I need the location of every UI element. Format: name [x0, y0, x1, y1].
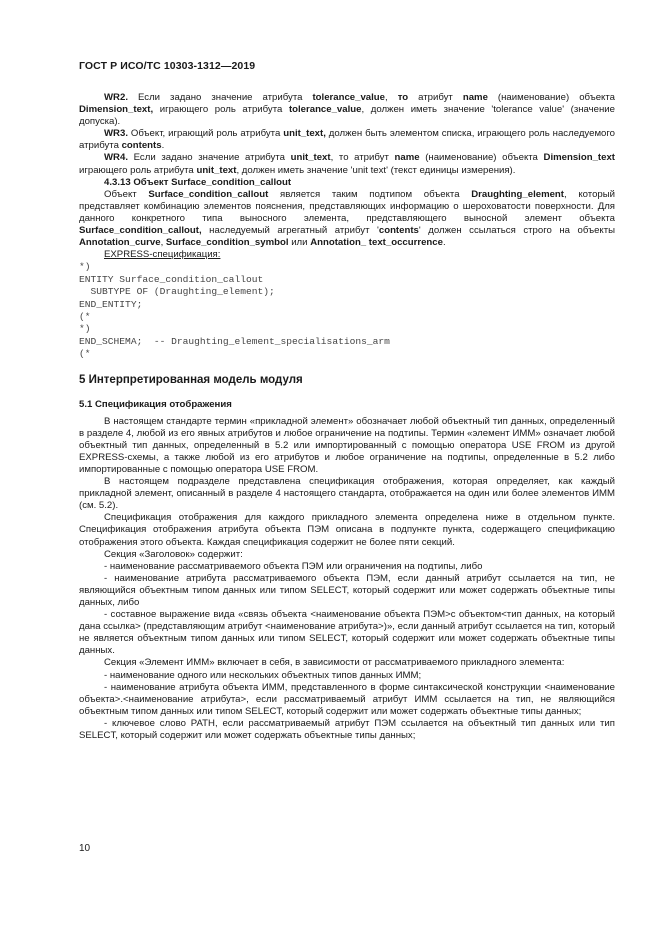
list-item: - наименование атрибута рассматриваемого объекта ПЭМ, если данный атрибут ссылается на тип, не являющийся объектным типом данных или типом SELECT, который содержит или может содержать объектные типы данных, либо — [79, 572, 615, 608]
express-spec-label: EXPRESS-спецификация: — [104, 249, 221, 261]
page-number: 10 — [79, 843, 91, 854]
list-item: - составное выражение вида «связь объекта <наименование объекта ПЭМ>с объектом<тип данных, на который дана ссылка> (представляющим атрибут <наименование атрибута>)», если данный атрибут ссылается на тип, который не является объектным типом данных или типом SELECT, который содержит или может содержать объектные типы данных. — [79, 609, 615, 657]
document-header: ГОСТ Р ИСО/ТС 10303-1312—2019 — [79, 60, 256, 72]
subsection-heading: 5.1 Спецификация отображения — [79, 398, 232, 410]
list-item: - наименование одного или нескольких объектных типов данных ИММ; — [104, 669, 422, 681]
rule-wr3: WR3. Объект, играющий роль атрибута unit_text, должен быть элементом списка, играющего роль наследуемого атрибута contents. — [79, 128, 616, 152]
body-paragraph: Спецификация отображения для каждого прикладного элемента определена ниже в отдельном пункте. Спецификация отображения атрибута объекта ПЭМ описана в подпункте пункта, содержащего спецификацию отображения этого объекта. Каждая спецификация содержит не более пяти секций. — [79, 512, 615, 548]
express-code-block: *) ENTITY Surface_condition_callout SUBTYPE OF (Draughting_element); END_ENTITY; (* *) END_SCHEMA; -- Draughting_element_specialisations_arm (* — [79, 261, 390, 360]
rule-wr2: WR2. Если задано значение атрибута tolerance_value, то атрибут name (наименование) объекта Dimension_text, играющего роль атрибута tolerance_value, должен иметь значение 'tolerance value' (значение допуска). — [79, 92, 615, 128]
list-item: - наименование атрибута объекта ИММ, представленного в форме синтаксической конструкции <наименование объекта>.<наименование атрибута>, если рассматриваемый атрибут ИММ ссылается на тип, не являющийся объектным типом данных или типом SELECT, который содержит или может содержать объектные типы данных; — [79, 681, 615, 717]
rule-wr4: WR4. Если задано значение атрибута unit_text, то атрибут name (наименование) объекта Dimension_text играющего роль атрибута unit_text, должен иметь значение 'unit text' (текст единицы измерения). — [79, 152, 615, 176]
body-paragraph: Секция «Заголовок» содержит: — [104, 548, 243, 560]
body-paragraph: Секция «Элемент ИММ» включает в себя, в зависимости от рассматриваемого прикладного элемента: — [104, 657, 565, 669]
page-content — [79, 92, 615, 742]
subsection-heading: 4.3.13 Объект Surface_condition_callout — [104, 176, 292, 188]
section-heading: 5 Интерпретированная модель модуля — [79, 373, 303, 386]
list-item: - наименование рассматриваемого объекта ПЭМ или ограничения на подтипы, либо — [104, 560, 483, 572]
list-item: - ключевое слово PATH, если рассматриваемый атрибут ПЭМ ссылается на объектный тип данных или тип SELECT, который содержит или может содержать объектные типы данных; — [79, 717, 615, 741]
body-paragraph: В настоящем подразделе представлена спецификация отображения, которая определяет, как каждый прикладной элемент, описанный в разделе 4 настоящего стандарта, отображается на один или более элементов ИММ (см. 5.2). — [79, 476, 615, 512]
object-description: Объект Surface_condition_callout является таким подтипом объекта Draughting_element, который представляет комбинацию элементов пояснения, представляющих информацию о шероховатости поверхности. Для данного конкретного типа выносного элемента, представляющего выносной элемент объекта Surface_condition_callout, наследуемый агрегатный атрибут 'contents' должен ссылаться строго на объекты Annotation_curve, Surface_condition_symbol или Annotation_ text_occurrence. — [79, 188, 615, 249]
body-paragraph: В настоящем стандарте термин «прикладной элемент» обозначает любой объектный тип данных, определенный в разделе 4, любой из его явных атрибутов и любое ограничение на подтипы. Термин «элемент ИММ» означает любой объектный тип данных, определенный в 5.2 или импортированный с помощью оператора USE FROM из другой EXPRESS-схемы, а также любой из его атрибутов и любое ограничение на подтипы, определенные в 5.2 либо импортированные с помощью оператора USE FROM. — [79, 415, 615, 475]
